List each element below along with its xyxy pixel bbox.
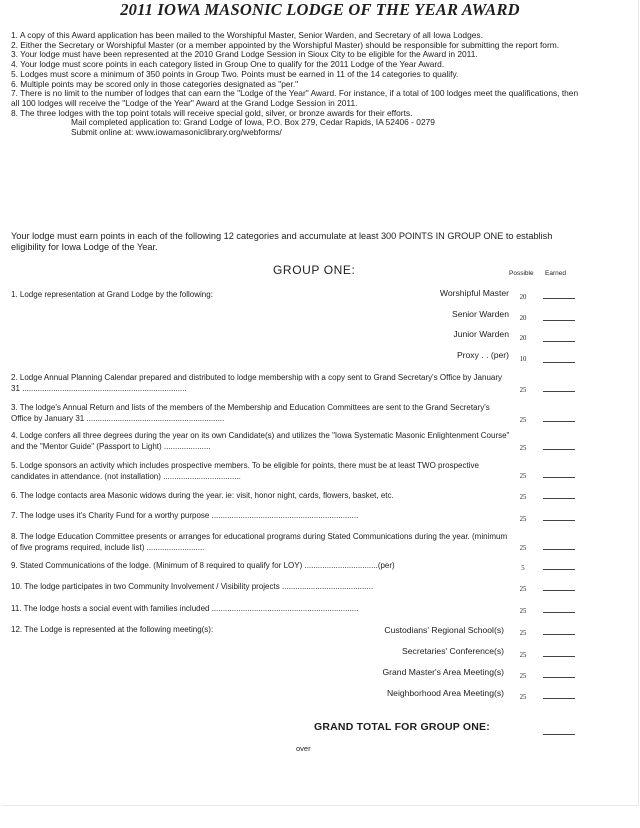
rule-8: 8. The three lodges with the top point totals will receive special gold, silver, or bronze awards for their efforts.	[11, 107, 413, 118]
points-possible: 20	[519, 294, 527, 301]
possible-column-header: Possible	[509, 270, 534, 277]
earned-field[interactable]	[543, 549, 575, 550]
earned-field[interactable]	[543, 569, 575, 570]
category-11-text: 11. The lodge hosts a social event with families included ..................................................................	[11, 604, 359, 613]
points-possible: 25	[519, 516, 527, 523]
group-one-heading: GROUP ONE:	[273, 263, 356, 277]
category-12-sub-grand-master: Grand Master's Area Meeting(s)	[382, 667, 504, 677]
points-possible: 10	[519, 356, 527, 363]
earned-field[interactable]	[543, 298, 575, 299]
points-possible: 25	[519, 586, 527, 593]
rule-4: 4. Your lodge must score points in each category listed in Group One to qualify for the 2011 Lodge of the Year Award.	[11, 59, 445, 70]
points-possible: 25	[519, 494, 527, 501]
category-4-text: 4. Lodge confers all three degrees during the year on its own Candidate(s) and utilizes the "Iowa Systematic Masonic Enlightenment Course" and the "Mentor Guide" (Passport to Light) .....................	[11, 431, 510, 451]
rule-1: 1. A copy of this Award application has been mailed to the Worshipful Master, Senior Warden, and Secretary of all Iowa Lodges.	[11, 30, 483, 40]
rule-7: 7. There is no limit to the number of lodges that can earn the "Lodge of the Year" Award. For instance, if a total of 100 lodges meet the qualifications, then all 100 lodges will receive the "Lodge of the Year" Award at the Grand Lodge Session in 2011.	[11, 88, 579, 108]
submit-online: Submit online at: www.iowamasoniclibrary.org/webforms/	[71, 127, 282, 138]
points-possible: 20	[519, 315, 527, 322]
category-3-text: 3. The lodge's Annual Return and lists of the members of the Membership and Education Committees are sent to the Grand Secretary's Office by January 31 ..............................................................	[11, 403, 490, 423]
category-7-text: 7. The lodge uses it's Charity Fund for a worthy purpose ..................................................................	[11, 511, 359, 520]
grand-total-field[interactable]	[543, 734, 575, 735]
page-title: 2011 IOWA MASONIC LODGE OF THE YEAR AWARD	[120, 0, 520, 19]
category-12-sub-neighborhood: Neighborhood Area Meeting(s)	[386, 688, 504, 698]
category-1-sub-senior-warden: Senior Warden	[451, 309, 509, 319]
earned-field[interactable]	[543, 590, 575, 591]
category-12-sub-custodians: Custodians' Regional School(s)	[384, 625, 504, 635]
earned-field[interactable]	[543, 341, 575, 342]
earned-field[interactable]	[543, 391, 575, 392]
points-possible: 25	[519, 387, 527, 394]
points-possible: 25	[519, 445, 527, 452]
category-10-text: 10. The lodge participates in two Community Involvement / Visibility projects .........................................	[11, 582, 374, 591]
earned-field[interactable]	[543, 477, 575, 478]
points-possible: 25	[519, 694, 527, 701]
points-possible: 25	[519, 630, 527, 637]
points-possible: 20	[519, 335, 527, 342]
rule-5: 5. Lodges must score a minimum of 350 points in Group Two. Points must be earned in 11 of the 14 categories to qualify.	[11, 68, 459, 79]
category-8-text: 8. The lodge Education Committee presents or arranges for educational programs during Stated Communications during the year. (minimum of five programs required, include list) ..........................	[11, 532, 508, 552]
category-12-sub-secretaries: Secretaries' Conference(s)	[402, 646, 504, 656]
category-12-text: 12. The Lodge is represented at the following meeting(s):	[11, 625, 214, 634]
earned-field[interactable]	[543, 656, 575, 657]
earned-field[interactable]	[543, 320, 575, 321]
points-possible: 25	[519, 417, 527, 424]
category-1-sub-worshipful-master: Worshipful Master	[439, 288, 509, 298]
grand-total-label: GRAND TOTAL FOR GROUP ONE:	[314, 721, 490, 733]
earned-field[interactable]	[543, 449, 575, 450]
earned-field[interactable]	[543, 698, 575, 699]
group-one-intro: Your lodge must earn points in each of the following 12 categories and accumulate at least 300 POINTS IN GROUP ONE to establish eligibility for Iowa Lodge of the Year.	[11, 231, 553, 252]
earned-column-header: Earned	[545, 270, 566, 277]
rule-2: 2. Either the Secretary or Worshipful Master (or a member appointed by the Worshipful Master) should be responsible for submitting the report form.	[11, 39, 560, 50]
points-possible: 5	[521, 565, 525, 572]
points-possible: 25	[519, 652, 527, 659]
earned-field[interactable]	[543, 612, 575, 613]
category-1-sub-proxy: Proxy . . (per)	[456, 350, 509, 360]
rules-list	[11, 31, 585, 138]
points-possible: 25	[519, 473, 527, 480]
category-1-text: 1. Lodge representation at Grand Lodge by the following:	[11, 290, 213, 299]
mail-address: Mail completed application to: Grand Lodge of Iowa, P.O. Box 279, Cedar Rapids, IA 52406 - 0279	[71, 117, 435, 128]
category-5-text: 5. Lodge sponsors an activity which includes prospective members. To be eligible for points, there must be at least TWO prospective candidates in attendance. (not installation) ...................................	[11, 461, 479, 481]
over-note: over	[296, 744, 311, 753]
points-possible: 25	[519, 673, 527, 680]
earned-field[interactable]	[543, 498, 575, 499]
category-9-text: 9. Stated Communications of the lodge. (Minimum of 8 required to qualify for LOY) .................................(per)	[11, 561, 395, 570]
category-1-sub-junior-warden: Junior Warden	[453, 329, 509, 339]
points-possible: 25	[519, 608, 527, 615]
earned-field[interactable]	[543, 677, 575, 678]
earned-field[interactable]	[543, 634, 575, 635]
rule-3: 3. Your lodge must have been represented at the 2010 Grand Lodge Session in Sioux City to be eligible for the Award in 2011.	[11, 49, 478, 60]
earned-field[interactable]	[543, 520, 575, 521]
points-possible: 25	[519, 545, 527, 552]
earned-field[interactable]	[543, 421, 575, 422]
earned-field[interactable]	[543, 362, 575, 363]
category-6-text: 6. The lodge contacts area Masonic widows during the year. ie: visit, honor night, cards, flowers, basket, etc.	[11, 491, 394, 500]
rule-6: 6. Multiple points may be scored only in those categories designated as "per."	[11, 78, 299, 89]
category-2-text: 2. Lodge Annual Planning Calendar prepared and distributed to lodge membership with a copy sent to Grand Secretary's Office by January 31 ..........................................................................	[11, 373, 503, 393]
